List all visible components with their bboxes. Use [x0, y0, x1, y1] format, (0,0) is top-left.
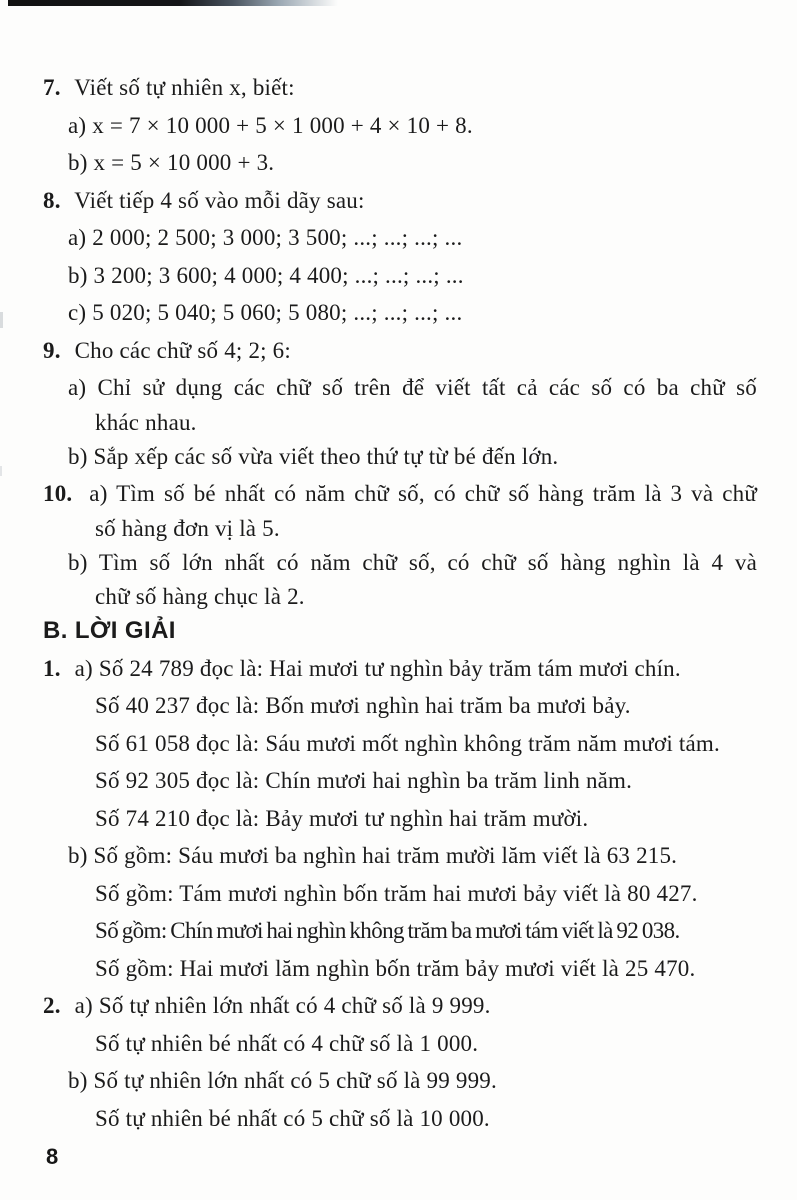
line-text: a) 2 000; 2 500; 3 000; 3 500; ...; ...; ...; ... — [68, 225, 463, 250]
line-text: b) Số gồm: Sáu mươi ba nghìn hai trăm mười lăm viết là 63 215. — [68, 843, 678, 868]
line-text: Số 92 305 đọc là: Chín mươi hai nghìn ba trăm linh năm. — [95, 768, 633, 793]
item-number: 10. — [43, 481, 73, 506]
item-number: 7. — [43, 75, 61, 100]
line-text: b) Tìm số lớn nhất có năm chữ số, có chữ số hàng nghìn là 4 và — [68, 549, 757, 575]
item-number: 2. — [43, 993, 61, 1018]
text-line — [43, 369, 757, 407]
page-body — [43, 69, 757, 1137]
text-line — [43, 1062, 757, 1100]
text-line — [43, 837, 757, 875]
line-text: b) 3 200; 3 600; 4 000; 4 400; ...; ...; ...; ... — [68, 262, 464, 288]
text-line — [43, 687, 757, 725]
line-text: số hàng đơn vị là 5. — [95, 515, 280, 541]
text-line — [43, 762, 757, 800]
text-line — [43, 475, 757, 513]
scan-artifact-speck — [0, 466, 2, 476]
text-line — [43, 219, 757, 257]
line-text: c) 5 020; 5 040; 5 060; 5 080; ...; ...; ...; ... — [68, 300, 463, 325]
scan-artifact-speck — [0, 312, 3, 328]
item-number: 1. — [43, 655, 61, 681]
item-number: 8. — [43, 187, 61, 213]
text-line — [43, 581, 757, 612]
line-text: a) Tìm số bé nhất có năm chữ số, có chữ số hàng trăm là 3 và chữ — [89, 481, 757, 506]
text-line — [43, 294, 757, 332]
line-text: a) Số 24 789 đọc là: Hai mươi tư nghìn bảy trăm tám mươi chín. — [74, 655, 681, 681]
line-text: chữ số hàng chục là 2. — [95, 584, 305, 609]
text-line — [43, 650, 757, 688]
line-text: b) Số tự nhiên lớn nhất có 5 chữ số là 99 999. — [68, 1068, 497, 1093]
line-text: Cho các chữ số 4; 2; 6: — [74, 337, 291, 363]
line-text: a) Chỉ sử dụng các chữ số trên để viết tất cả các số có ba chữ số — [68, 375, 757, 400]
line-text: Số tự nhiên bé nhất có 4 chữ số là 1 000. — [95, 1030, 479, 1056]
text-line — [43, 332, 757, 370]
line-text: B. LỜI GIẢI — [43, 617, 176, 644]
text-line — [43, 800, 757, 838]
line-text: Số gồm: Tám mươi nghìn bốn trăm hai mươi bảy viết là 80 427. — [95, 880, 698, 906]
line-text: Số 74 210 đọc là: Bảy mươi tư nghìn hai trăm mười. — [95, 805, 589, 831]
line-text: a) Số tự nhiên lớn nhất có 4 chữ số là 9 999. — [74, 993, 491, 1018]
text-line — [43, 144, 757, 182]
text-line — [43, 513, 757, 544]
line-text: Viết số tự nhiên x, biết: — [74, 75, 295, 100]
line-text: b) x = 5 × 10 000 + 3. — [68, 150, 275, 175]
text-line — [43, 257, 757, 295]
line-text: Số gồm: Hai mươi lăm nghìn bốn trăm bảy mươi viết là 25 470. — [95, 955, 696, 981]
text-line — [43, 912, 757, 950]
line-text: b) Sắp xếp các số vừa viết theo thứ tự từ bé đến lớn. — [68, 443, 559, 469]
text-line — [43, 875, 757, 913]
text-line — [43, 407, 757, 438]
text-line — [43, 987, 757, 1025]
text-line — [43, 544, 757, 582]
line-text: Số 61 058 đọc là: Sáu mươi mốt nghìn không trăm năm mươi tám. — [95, 730, 720, 756]
item-number: 9. — [43, 337, 61, 363]
text-line — [43, 69, 757, 107]
text-line — [43, 107, 757, 145]
text-line — [43, 438, 757, 476]
line-text: Số 40 237 đọc là: Bốn mươi nghìn hai trăm ba mươi bảy. — [95, 693, 631, 718]
text-line — [43, 1025, 757, 1063]
text-line — [43, 1100, 757, 1138]
text-line — [43, 950, 757, 988]
text-line — [43, 612, 757, 650]
page-number: 8 — [46, 1144, 59, 1169]
line-text: Số gồm: Chín mươi hai nghìn không trăm ba mươi tám viết là 92 038. — [95, 918, 680, 943]
scan-artifact-topbar — [8, 0, 338, 6]
line-text: khác nhau. — [95, 409, 197, 435]
text-line — [43, 725, 757, 763]
text-line — [43, 182, 757, 220]
line-text: a) x = 7 × 10 000 + 5 × 1 000 + 4 × 10 + 8. — [68, 112, 473, 138]
line-text: Số tự nhiên bé nhất có 5 chữ số là 10 000. — [95, 1105, 490, 1131]
line-text: Viết tiếp 4 số vào mỗi dãy sau: — [74, 187, 365, 213]
